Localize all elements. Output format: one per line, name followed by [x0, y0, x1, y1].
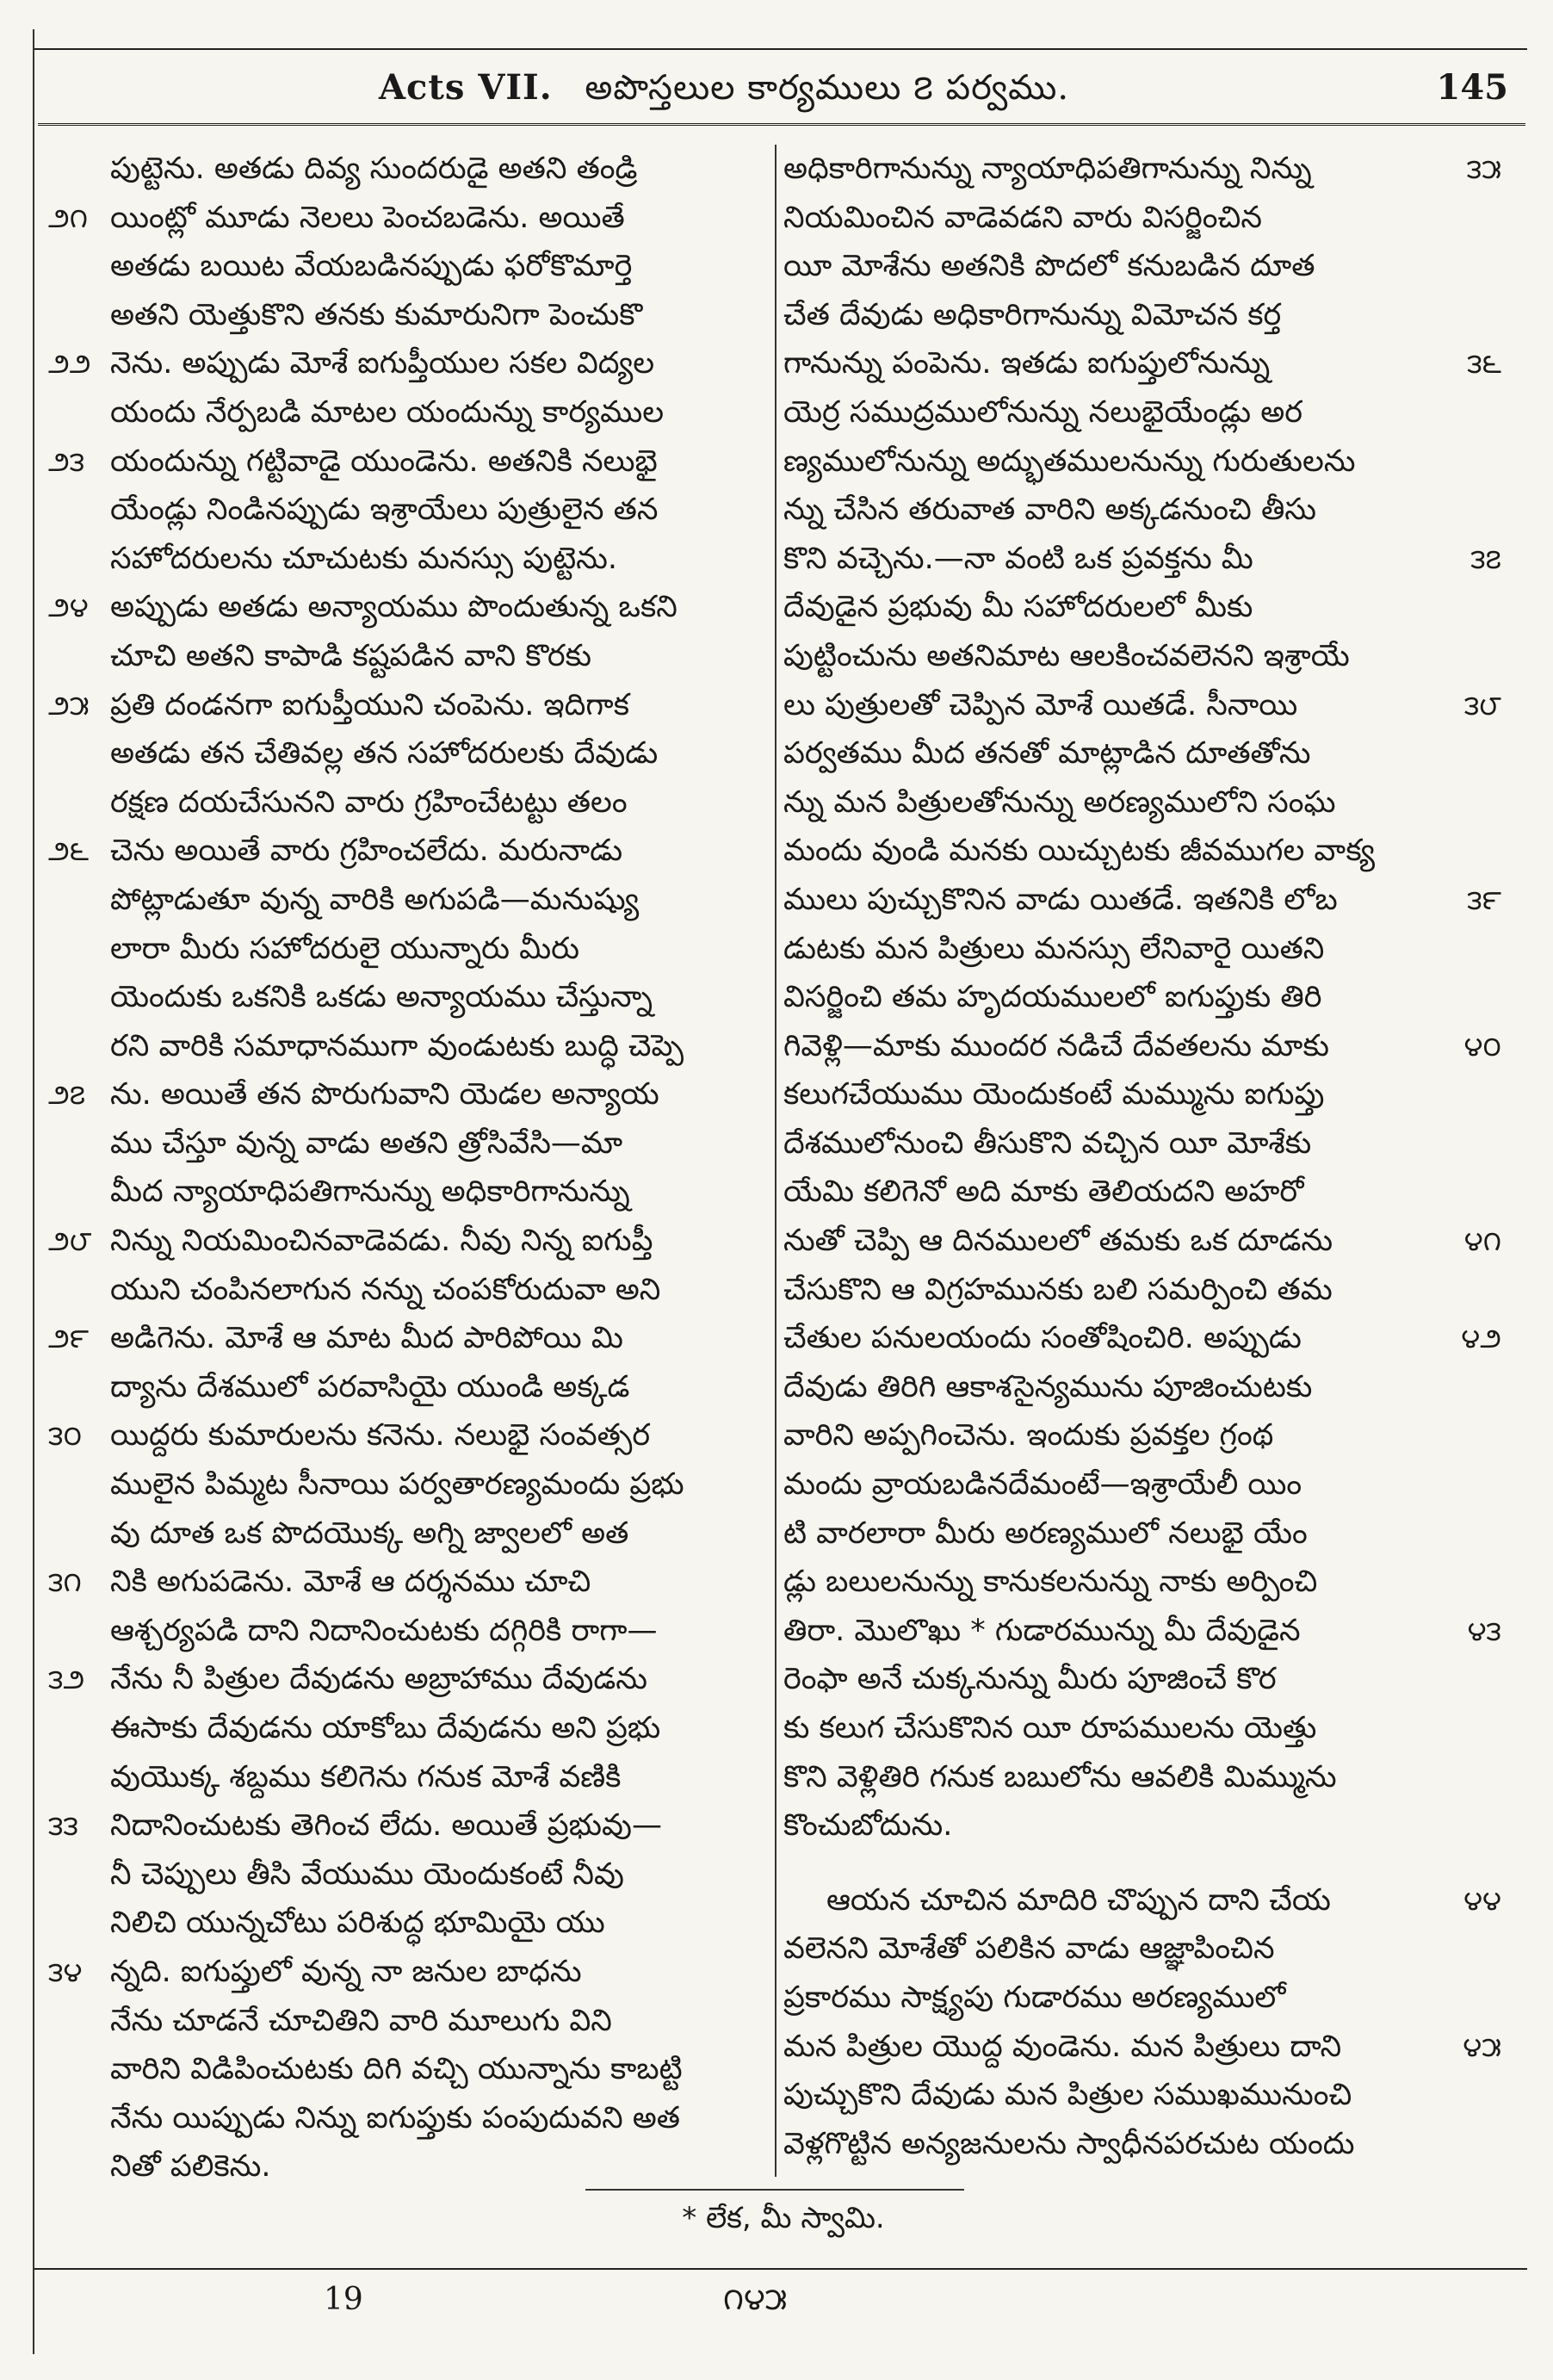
- text-line: [783, 1753, 1501, 1802]
- text-line: [48, 1460, 770, 1509]
- text-line: [48, 1509, 770, 1559]
- text-line: [783, 1119, 1501, 1168]
- line-text: ములైన పిమ్మట సీనాయి పర్వతారణ్యమందు ప్రభు: [110, 1467, 684, 1503]
- text-line: [48, 1022, 770, 1071]
- line-text: నీ చెప్పులు తీసి వేయుము యెందుకంటే నీవు: [110, 1856, 624, 1892]
- line-text: వారిని విడిపించుటకు దిగి వచ్చి యున్నాను కాబట్టి: [110, 2052, 683, 2087]
- line-text: నియమించిన వాడెవడని వారు విసర్జించిన: [783, 200, 1262, 235]
- verse-number: ౨౯: [48, 1322, 90, 1355]
- line-text: పుచ్చుకొని దేవుడు మన పిత్రుల సముఖమునుంచి: [783, 2078, 1352, 2113]
- line-text: ఈసాకు దేవుడను యాకోబు దేవుడను అని ప్రభు: [110, 1711, 661, 1745]
- line-text: దేశములోనుంచి తీసుకొని వచ్చిన యీ మోశేకు: [783, 1125, 1312, 1161]
- line-text: పుట్టెను. అతడు దివ్య సుందరుడై అతని తండ్రి: [110, 152, 638, 186]
- verse-number: ౩౫: [1466, 152, 1501, 185]
- line-text: కొని వెళ్లితిరి గనుక బబులోను ఆవలికి మిమ్మును: [783, 1759, 1337, 1794]
- verse-number: ౪౪: [1463, 1883, 1501, 1917]
- line-text: న్ను చేసిన తరువాత వారిని అక్కడనుంచి తీసు: [783, 493, 1316, 528]
- line-text: ణ్యములోనున్ను అద్భుతములనున్ను గురుతులను: [783, 443, 1356, 479]
- line-text: తిరా. మొలొఖు * గుడారమున్ను మీ దేవుడైన: [783, 1613, 1301, 1648]
- verse-number: ౨౭: [48, 1078, 86, 1112]
- line-text: చేత దేవుడు అధికారిగానున్ను విమోచన కర్త: [783, 297, 1282, 332]
- text-line: [48, 388, 770, 437]
- footnote-rule: [585, 2189, 964, 2191]
- text-line: [783, 1558, 1501, 1607]
- text-line: [48, 583, 770, 632]
- text-line: [48, 2142, 770, 2191]
- line-text: నిన్ను నియమించినవాడెవడు. నీవు నిన్న ఐగుప్తీ: [110, 1224, 653, 1259]
- header-title-telugu: అపొస్తలుల కార్యములు ౭ పర్వము.: [585, 68, 1070, 108]
- line-text: రక్షణ దయచేసునని వారు గ్రహించేటట్టు తలం: [110, 784, 628, 820]
- line-text: విసర్జించి తమ హృదయములలో ఐగుప్తుకు తిరి: [783, 980, 1322, 1015]
- verse-number: ౩౨: [48, 1663, 85, 1696]
- text-line: [48, 1119, 770, 1168]
- text-line: [783, 1607, 1501, 1656]
- line-text: ప్రకారము సాక్ష్యపు గుడారము అరణ్యములో: [783, 1980, 1286, 2015]
- text-line: [783, 1363, 1501, 1412]
- text-line: [783, 1974, 1501, 2023]
- line-text: పర్వతము మీద తనతో మాట్లాడిన దూతతోను: [783, 736, 1311, 772]
- text-line: [783, 778, 1501, 827]
- text-line: [783, 973, 1501, 1022]
- line-text: నికి అగుపడెను. మోశే ఆ దర్శనము చూచి: [110, 1565, 591, 1600]
- text-line: [783, 2071, 1501, 2120]
- line-text: యేండ్లు నిండినప్పుడు ఇశ్రాయేలు పుత్రులైన తన: [110, 493, 659, 528]
- text-line: [48, 1801, 770, 1850]
- text-line: [783, 1217, 1501, 1266]
- text-line: [48, 1266, 770, 1315]
- line-text: కొంచుబోదును.: [783, 1808, 953, 1844]
- text-line: [783, 1460, 1501, 1509]
- text-line: [48, 729, 770, 778]
- text-line: [783, 681, 1501, 730]
- line-text: డుటకు మన పిత్రులు మనస్సు లేనివారై యితని: [783, 931, 1325, 966]
- line-text: మందు వ్రాయబడినదేమంటే—ఇశ్రాయేలీ యిం: [783, 1467, 1302, 1503]
- text-line: [48, 1558, 770, 1607]
- text-line: [48, 291, 770, 340]
- text-line: [783, 583, 1501, 632]
- text-line: [783, 925, 1501, 974]
- text-line: [48, 827, 770, 876]
- paragraph-gap: [783, 1850, 1501, 1876]
- text-line: [783, 632, 1501, 681]
- verse-number: ౩౦: [48, 1419, 83, 1453]
- text-line: [783, 1509, 1501, 1559]
- header-rule: [38, 123, 1525, 126]
- text-line: [783, 1168, 1501, 1217]
- line-text: ద్యాను దేశములో పరవాసియై యుండి అక్కడ: [110, 1369, 630, 1404]
- column-divider: [775, 145, 776, 2177]
- verse-number: ౩౩: [48, 1809, 78, 1843]
- text-line: [783, 437, 1501, 487]
- line-text: డ్లు బలులనున్ను కానుకలనున్ను నాకు అర్పించి: [783, 1565, 1318, 1600]
- text-line: [48, 535, 770, 584]
- line-text: ప్రతి దండనగా ఐగుప్తీయుని చంపెను. ఇదిగాక: [110, 687, 630, 722]
- line-text: నెను. అప్పుడు మోశే ఐగుప్తీయుల సకల విద్యల: [110, 346, 655, 381]
- line-text: అడిగెను. మోశే ఆ మాట మీద పారిపోయి మి: [110, 1321, 623, 1356]
- verse-number: ౩౯: [1467, 883, 1501, 916]
- verse-number: ౨౫: [48, 688, 90, 722]
- text-line: [48, 2094, 770, 2143]
- line-text: గానున్ను పంపెను. ఇతడు ఐగుప్తులోనున్ను: [783, 346, 1271, 381]
- line-text: వలెనని మోశేతో పలికిన వాడు ఆజ్ఞాపించిన: [783, 1931, 1275, 1967]
- text-line: [783, 388, 1501, 437]
- line-text: లారా మీరు సహోదరులై యున్నారు మీరు: [110, 931, 580, 966]
- line-text: న్నది. ఐగుప్తులో వున్న నా జనుల బాధను: [110, 1954, 582, 1989]
- text-line: [783, 1655, 1501, 1704]
- line-text: దేవుడైన ప్రభువు మీ సహోదరులలో మీకు: [783, 590, 1253, 625]
- line-text: ఆశ్చర్యపడి దాని నిదానించుటకు దగ్గిరికి రాగా—: [110, 1613, 658, 1648]
- verse-number: ౩౭: [1470, 542, 1501, 575]
- text-line: [48, 925, 770, 974]
- line-text: దేవుడు తిరిగి ఆకాశసైన్యమును పూజించుటకు: [783, 1369, 1313, 1404]
- line-text: నుతో చెప్పి ఆ దినములలో తమకు ఒక దూడను: [783, 1224, 1333, 1259]
- line-text: చూచి అతని కాపాడి కష్టపడిన వాని కొరకు: [110, 638, 591, 673]
- text-line: [48, 1850, 770, 1900]
- left-margin-rule: [33, 29, 34, 2354]
- text-line: [783, 291, 1501, 340]
- line-text: యీ మోశేను అతనికి పొదలో కనుబడిన దూత: [783, 249, 1315, 284]
- line-text: అతడు తన చేతివల్ల తన సహోదరులకు దేవుడు: [110, 736, 659, 772]
- text-line: [48, 1217, 770, 1266]
- line-text: న్ను మన పిత్రులతోనున్ను అరణ్యములోని సంఘ: [783, 784, 1336, 820]
- text-line: [48, 339, 770, 388]
- line-text: రెంఫా అనే చుక్కనున్ను మీరు పూజించే కొర: [783, 1662, 1277, 1697]
- line-text: యందు నేర్పబడి మాటల యందున్ను కార్యముల: [110, 394, 665, 430]
- text-line: [783, 145, 1501, 194]
- line-text: నేను చూడనే చూచితిని వారి మూలుగు విని: [110, 2003, 612, 2038]
- line-text: ఆయన చూచిన మాదిరి చొప్పున దాని చేయ: [826, 1882, 1331, 1918]
- text-line: [48, 681, 770, 730]
- line-text: యేమి కలిగెనో అది మాకు తెలియదని అహరో: [783, 1175, 1304, 1210]
- verse-number: ౨౨: [48, 347, 91, 381]
- header-title-english: Acts VII.: [379, 67, 553, 108]
- text-line: [48, 1899, 770, 1948]
- page-header-title: [379, 67, 1240, 116]
- line-text: అధికారిగానున్ను న్యాయాధిపతిగానున్ను నిన్ను: [783, 152, 1312, 186]
- text-line: [48, 1363, 770, 1412]
- text-line: [783, 242, 1501, 291]
- text-line: [48, 1948, 770, 1997]
- line-text: నిలిచి యున్నచోటు పరిశుద్ధ భూమియై యు: [110, 1906, 605, 1941]
- verse-number: ౪౨: [1461, 1322, 1501, 1355]
- line-text: అతని యెత్తుకొని తనకు కుమారునిగా పెంచుకొ: [110, 297, 643, 332]
- text-line: [783, 194, 1501, 243]
- line-text: యందున్ను గట్టివాడై యుండెను. అతనికి నలుభై: [110, 443, 658, 479]
- text-line: [48, 1411, 770, 1460]
- text-line: [783, 2120, 1501, 2169]
- line-text: యెర్ర సముద్రములోనున్ను నలుభైయేండ్లు అర: [783, 394, 1303, 430]
- verse-number: ౪౧: [1463, 1224, 1501, 1258]
- line-text: వు దూత ఒక పొదయొక్క అగ్ని జ్వాలలో అత: [110, 1515, 629, 1551]
- line-text: యిద్దరు కుమారులను కనెను. నలుభై సంవత్సర: [110, 1418, 651, 1453]
- line-text: కొని వచ్చెను.—నా వంటి ఒక ప్రవక్తను మీ: [783, 541, 1253, 576]
- line-text: పోట్లాడుతూ వున్న వారికి అగుపడి—మనుష్యు: [110, 882, 640, 917]
- text-line: [783, 1266, 1501, 1315]
- line-text: టి వారలారా మీరు అరణ్యములో నలుభై యేం: [783, 1515, 1308, 1551]
- line-text: వుయొక్క శబ్దము కలిగెను గనుక మోశే వణికి: [110, 1759, 622, 1794]
- text-line: [783, 535, 1501, 584]
- text-line: [783, 1704, 1501, 1753]
- text-line: [783, 827, 1501, 876]
- text-line: [783, 1022, 1501, 1071]
- signature-mark: 19: [324, 2282, 363, 2317]
- right-text-column: [783, 145, 1501, 2168]
- text-line: [48, 242, 770, 291]
- verse-number: ౪౩: [1467, 1614, 1501, 1647]
- verse-number: ౨౬: [48, 834, 90, 868]
- line-text: సహోదరులను చూచుటకు మనస్సు పుట్టెను.: [110, 541, 617, 576]
- text-line: [48, 486, 770, 535]
- text-line: [48, 876, 770, 925]
- line-text: యుని చంపినలాగున నన్ను చంపకోరుదువా అని: [110, 1272, 661, 1307]
- text-line: [48, 632, 770, 681]
- text-line: [48, 1168, 770, 1217]
- text-line: [48, 778, 770, 827]
- verse-number: ౨౩: [48, 444, 85, 478]
- text-line: [783, 1876, 1501, 1925]
- text-line: [48, 1753, 770, 1802]
- top-rule: [34, 48, 1527, 50]
- line-text: మన పిత్రుల యొద్ద వుండెను. మన పిత్రులు దాని: [783, 2029, 1342, 2064]
- text-line: [783, 729, 1501, 778]
- line-text: వెళ్లగొట్టిన అన్యజనులను స్వాధీనపరచుట యందు: [783, 2126, 1355, 2161]
- line-text: చెను అయితే వారు గ్రహించలేదు. మరునాడు: [110, 834, 623, 869]
- text-line: [48, 1314, 770, 1363]
- verse-number: ౩౮: [1463, 688, 1501, 722]
- text-line: [783, 1411, 1501, 1460]
- line-text: నేను నీ పిత్రుల దేవుడను అబ్రాహాము దేవుడను: [110, 1662, 647, 1697]
- line-text: ము చేస్తూ వున్న వాడు అతని త్రోసివేసి—మా: [110, 1125, 623, 1161]
- line-text: మందు వుండి మనకు యిచ్చుటకు జీవముగల వాక్య: [783, 834, 1376, 869]
- text-line: [48, 1997, 770, 2046]
- line-text: చేతుల పనులయందు సంతోషించిరి. అప్పుడు: [783, 1321, 1302, 1356]
- text-line: [48, 973, 770, 1022]
- line-text: అతడు బయిట వేయబడినప్పుడు ఫరోకొమార్తె: [110, 249, 633, 284]
- text-line: [783, 1070, 1501, 1119]
- text-line: [783, 2023, 1501, 2072]
- line-text: నిదానించుటకు తెగించ లేదు. అయితే ప్రభువు—: [110, 1808, 662, 1844]
- line-text: గివెళ్లి—మాకు ముందర నడిచే దేవతలను మాకు: [783, 1028, 1329, 1063]
- line-text: పుట్టించును అతనిమాట ఆలకించవలెనని ఇశ్రాయే: [783, 638, 1350, 673]
- line-text: రని వారికి సమాధానముగా వుండుటకు బుద్ధి చెప్పె: [110, 1028, 684, 1063]
- line-text: నితో పలికెను.: [110, 2149, 271, 2185]
- text-line: [783, 876, 1501, 925]
- line-text: ములు పుచ్చుకొనిన వాడు యితడే. ఇతనికి లోబ: [783, 882, 1338, 917]
- text-line: [48, 2045, 770, 2094]
- verse-number: ౪౦: [1463, 1029, 1501, 1063]
- line-text: లు పుత్రులతో చెప్పిన మోశే యితడే. సీనాయి: [783, 687, 1298, 722]
- verse-number: ౨౧: [48, 201, 89, 234]
- text-line: [48, 194, 770, 243]
- line-text: చేసుకొని ఆ విగ్రహమునకు బలి సమర్పించి తమ: [783, 1272, 1333, 1307]
- line-text: కు కలుగ చేసుకొనిన యీ రూపములను యెత్తు: [783, 1711, 1317, 1745]
- verse-number: ౨౪: [48, 591, 89, 624]
- verse-number: ౩౬: [1467, 347, 1501, 381]
- text-line: [48, 145, 770, 194]
- line-text: నేను యిప్పుడు నిన్ను ఐగుప్తుకు పంపుదువని అత: [110, 2100, 681, 2135]
- verse-number: ౪౫: [1463, 2030, 1501, 2063]
- text-line: [48, 1070, 770, 1119]
- text-line: [783, 339, 1501, 388]
- text-line: [48, 437, 770, 487]
- verse-number: ౩౪: [48, 1955, 83, 1988]
- line-text: కలుగచేయుము యెందుకంటే మమ్మును ఐగుప్తు: [783, 1077, 1325, 1113]
- text-line: [48, 1655, 770, 1704]
- line-text: మీద న్యాయాధిపతిగానున్ను అధికారిగానున్ను: [110, 1175, 630, 1210]
- line-text: యెందుకు ఒకనికి ఒకడు అన్యాయము చేస్తున్నా: [110, 980, 653, 1015]
- line-text: ను. అయితే తన పొరుగువాని యెడల అన్యాయ: [110, 1077, 659, 1113]
- text-line: [783, 1801, 1501, 1850]
- verse-number: ౨౮: [48, 1224, 92, 1258]
- footnote: * లేక, మీ స్వామి.: [682, 2201, 885, 2235]
- text-line: [783, 1924, 1501, 1974]
- text-line: [48, 1704, 770, 1753]
- line-text: వారిని అప్పగించెను. ఇందుకు ప్రవక్తల గ్రంథ: [783, 1418, 1274, 1453]
- line-text: యింట్లో మూడు నెలలు పెంచబడెను. అయితే: [110, 200, 625, 235]
- text-line: [48, 1607, 770, 1656]
- line-text: అప్పుడు అతడు అన్యాయము పొందుతున్న ఒకని: [110, 590, 678, 625]
- page-number: 145: [1436, 67, 1508, 108]
- text-line: [783, 1314, 1501, 1363]
- text-line: [783, 486, 1501, 535]
- left-text-column: [48, 145, 770, 2191]
- telugu-page-number: ౧౪౫: [723, 2282, 788, 2317]
- verse-number: ౩౧: [48, 1565, 82, 1599]
- bottom-rule: [34, 2268, 1527, 2270]
